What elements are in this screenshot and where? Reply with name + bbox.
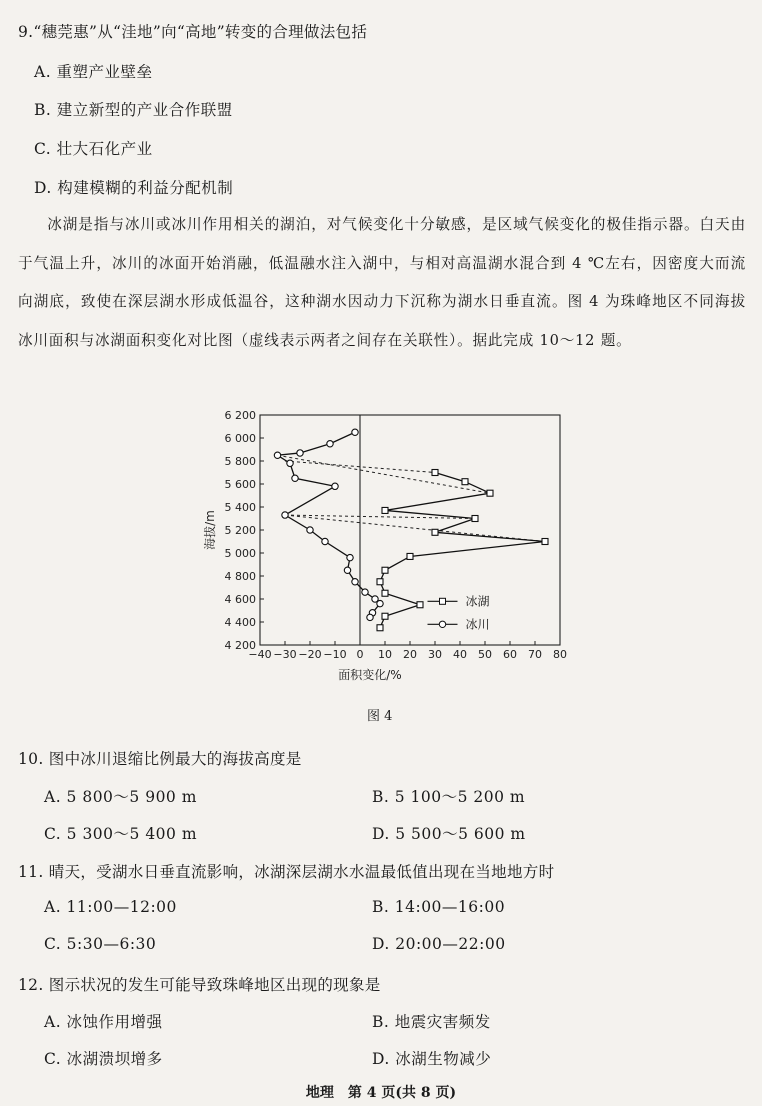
q10-option-a: A. 5 800～5 900 m: [44, 788, 197, 806]
q9-option-b: B. 建立新型的产业合作联盟: [34, 101, 233, 119]
glacier-data-point: [297, 450, 303, 456]
lake-data-point: [432, 529, 438, 535]
lake-data-point: [542, 539, 548, 545]
figure-caption: 图 4: [367, 709, 393, 724]
q9-option-a: A. 重塑产业壁垒: [34, 63, 153, 81]
x-tick-label: 80: [553, 648, 567, 661]
y-tick-label: 5 200: [224, 524, 256, 537]
x-tick-label: 30: [428, 648, 442, 661]
q10-option-c: C. 5 300～5 400 m: [44, 825, 198, 843]
legend-marker-lake: [440, 598, 446, 604]
x-tick-label: 70: [528, 648, 542, 661]
legend-label-lake: 冰湖: [465, 594, 490, 609]
q12-option-b: B. 地震灾害频发: [372, 1013, 491, 1031]
figure-4-chart: [190, 405, 570, 700]
lake-data-point: [487, 490, 493, 496]
lake-data-point: [462, 479, 468, 485]
q12-option-d: D. 冰湖生物减少: [372, 1050, 492, 1068]
y-tick-label: 5 000: [224, 547, 256, 560]
lake-data-point: [417, 602, 423, 608]
glacier-data-point: [327, 441, 333, 447]
x-tick-label: −40: [248, 648, 272, 661]
lake-data-point: [382, 507, 388, 513]
q12-stem: 12. 图示状况的发生可能导致珠峰地区出现的现象是: [18, 976, 381, 994]
glacier-data-point: [347, 554, 353, 560]
q9-option-d: D. 构建模糊的利益分配机制: [34, 179, 234, 197]
y-tick-label: 4 800: [224, 570, 256, 583]
x-tick-label: −20: [298, 648, 322, 661]
glacier-data-point: [292, 475, 298, 481]
legend-label-glacier: 冰川: [465, 617, 490, 632]
q11-option-d: D. 20:00—22:00: [372, 935, 506, 953]
x-tick-label: 40: [453, 648, 467, 661]
lake-data-point: [377, 625, 383, 631]
y-tick-label: 6 000: [224, 432, 256, 445]
lake-data-point: [382, 567, 388, 573]
y-tick-label: 4 600: [224, 593, 256, 606]
glacier-data-point: [287, 460, 293, 466]
q10-option-b: B. 5 100～5 200 m: [372, 788, 526, 806]
x-tick-label: 10: [378, 648, 392, 661]
y-tick-label: 5 600: [224, 478, 256, 491]
plot-frame: [260, 415, 560, 645]
q11-option-a: A. 11:00—12:00: [44, 898, 177, 916]
q11-option-c: C. 5:30—6:30: [44, 935, 157, 953]
glacier-data-point: [344, 567, 350, 573]
q12-option-a: A. 冰蚀作用增强: [44, 1013, 163, 1031]
y-tick-label: 4 200: [224, 639, 256, 652]
lake-data-point: [407, 553, 413, 559]
glacier-data-point: [362, 589, 368, 595]
q12-option-c: C. 冰湖溃坝增多: [44, 1050, 163, 1068]
passage-text: 冰湖是指与冰川或冰川作用相关的湖泊，对气候变化十分敏感，是区域气候变化的极佳指示器。白天由于气温上升，冰川的冰面开始消融，低温融水注入湖中，与相对高温湖水混合到 4 ℃左右，因密度大而流向湖底，致使在深层湖水形成低温谷，这种湖水因动力下沉称为湖水日垂直流。图 4 为珠峰地区不同海拔冰川面积与冰湖面积变化对比图（虚线表示两者之间存在关联性）。据此完成 10～12 题。: [18, 216, 746, 349]
legend-marker-glacier: [439, 621, 445, 627]
lake-data-point: [382, 613, 388, 619]
x-tick-label: −10: [323, 648, 347, 661]
q11-stem: 11. 晴天，受湖水日垂直流影响，冰湖深层湖水水温最低值出现在当地地方时: [18, 863, 555, 881]
lake-data-point: [472, 516, 478, 522]
series-line-glacial-lake: [380, 473, 545, 628]
y-tick-label: 6 200: [224, 409, 256, 422]
q10-stem: 10. 图中冰川退缩比例最大的海拔高度是: [18, 750, 302, 768]
glacier-data-point: [377, 600, 383, 606]
q11-option-b: B. 14:00—16:00: [372, 898, 506, 916]
correlation-dashed-line: [278, 455, 491, 493]
glacier-data-point: [352, 429, 358, 435]
glacier-data-point: [367, 614, 373, 620]
x-tick-label: 0: [356, 648, 364, 661]
y-tick-label: 5 400: [224, 501, 256, 514]
glacier-data-point: [352, 579, 358, 585]
x-axis-label: 面积变化/%: [338, 668, 402, 682]
y-tick-label: 4 400: [224, 616, 256, 629]
lake-data-point: [377, 579, 383, 585]
lake-data-point: [382, 590, 388, 596]
q10-option-d: D. 5 500～5 600 m: [372, 825, 526, 843]
x-tick-label: 50: [478, 648, 492, 661]
correlation-dashed-line: [285, 515, 545, 541]
glacier-data-point: [307, 527, 313, 533]
y-axis-label: 海拔/m: [203, 510, 217, 550]
y-tick-label: 5 800: [224, 455, 256, 468]
page-footer: 地理 第 4 页(共 8 页): [305, 1085, 457, 1101]
q9-option-c: C. 壮大石化产业: [34, 140, 153, 158]
x-tick-label: −30: [273, 648, 297, 661]
glacier-data-point: [322, 538, 328, 544]
x-tick-label: 20: [403, 648, 417, 661]
glacier-data-point: [274, 452, 280, 458]
glacier-data-point: [282, 512, 288, 518]
x-tick-label: 60: [503, 648, 517, 661]
lake-data-point: [432, 470, 438, 476]
glacier-data-point: [332, 483, 338, 489]
q9-stem: 9.“穗莞惠”从“洼地”向“高地”转变的合理做法包括: [18, 23, 368, 41]
